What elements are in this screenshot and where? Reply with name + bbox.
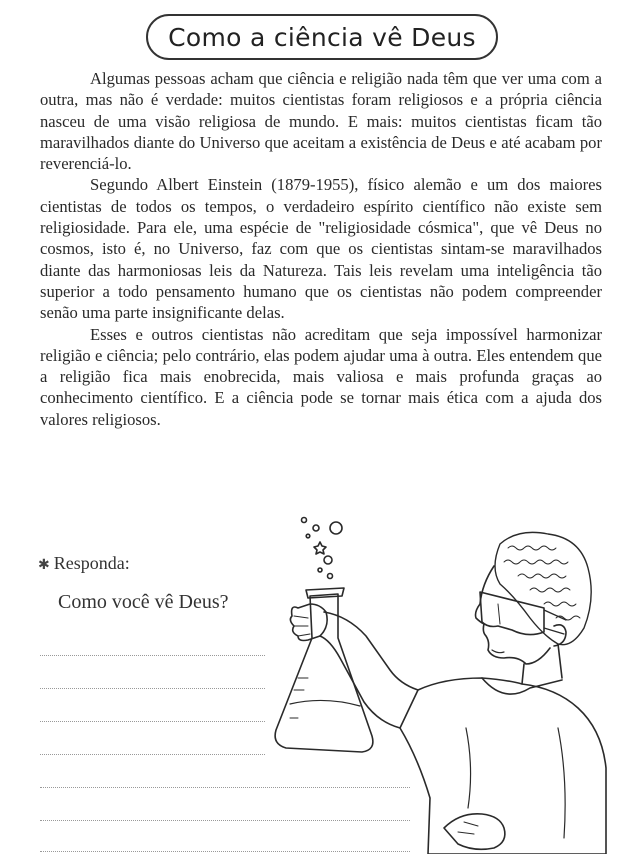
bubble [313, 525, 319, 531]
bubble [302, 518, 307, 523]
paragraph-1: Algumas pessoas acham que ciência e religião nada têm que ver uma com a outra, mas não é verdade: muitos cientistas foram religiosos e a própria ciência nasceu de uma visão religiosa de mundo. E mais: muitos cientistas ficam tão maravilhados diante do Universo que aceitam a existência de Deus e até acabam por reverenciá-lo. [40, 69, 602, 174]
hand [290, 604, 327, 641]
bubble [330, 522, 342, 534]
sleeve-raised [320, 612, 418, 728]
title-box [146, 14, 498, 60]
hand-lower [444, 814, 505, 850]
bubble [328, 574, 333, 579]
mouth [492, 650, 504, 653]
bubble [306, 534, 310, 538]
flask [275, 594, 373, 752]
face [476, 566, 551, 664]
flask-graduation [290, 678, 308, 718]
bubble [318, 568, 322, 572]
goggles [480, 592, 544, 635]
flask-liquid [290, 700, 360, 706]
page-title: Como a ciência vê Deus [168, 22, 476, 52]
question-text: Como você vê Deus? [58, 591, 229, 613]
hair [495, 532, 591, 644]
responda-heading [38, 553, 130, 574]
paragraph-2: Segundo Albert Einstein (1879-1955), físico alemão e um dos maiores cientistas de todos os tempos, o verdadeiro espírito científico não existe sem religiosidade. Para ele, uma espécie de "religiosidade cósmica", que vê Deus no cosmos, isto é, no Universo, faz com que os cientistas sintam-se maravilhados diante das harmoniosas leis da Natureza. Tais leis revelam uma inteligência tão superior a todo pensamento humano que os cientistas não podem compreender senão uma parte insignificante delas. [40, 175, 602, 323]
answer-line[interactable] [40, 721, 265, 722]
paragraph-3: Esses e outros cientistas não acreditam que seja impossível harmonizar religião e ciência; pelo contrário, elas podem ajudar uma à outra. Eles entendem que a religião fica mais enobrecida, mais valiosa e mais profunda graças ao conhecimento científico. E a ciência pode se tornar mais ética com a ajuda dos valores religiosos. [40, 324, 602, 429]
bubble [324, 556, 332, 564]
answer-line[interactable] [40, 754, 265, 755]
lab-coat [400, 678, 606, 854]
responda-label: Responda: [53, 553, 130, 573]
hair-curls [504, 546, 580, 620]
body-text [40, 68, 602, 430]
coat-fold [466, 728, 565, 838]
star-icon: ✱ [38, 558, 50, 573]
scientist-illustration [268, 508, 608, 854]
answer-line[interactable] [40, 688, 265, 689]
sparkle [314, 542, 326, 554]
answer-line[interactable] [40, 655, 265, 656]
